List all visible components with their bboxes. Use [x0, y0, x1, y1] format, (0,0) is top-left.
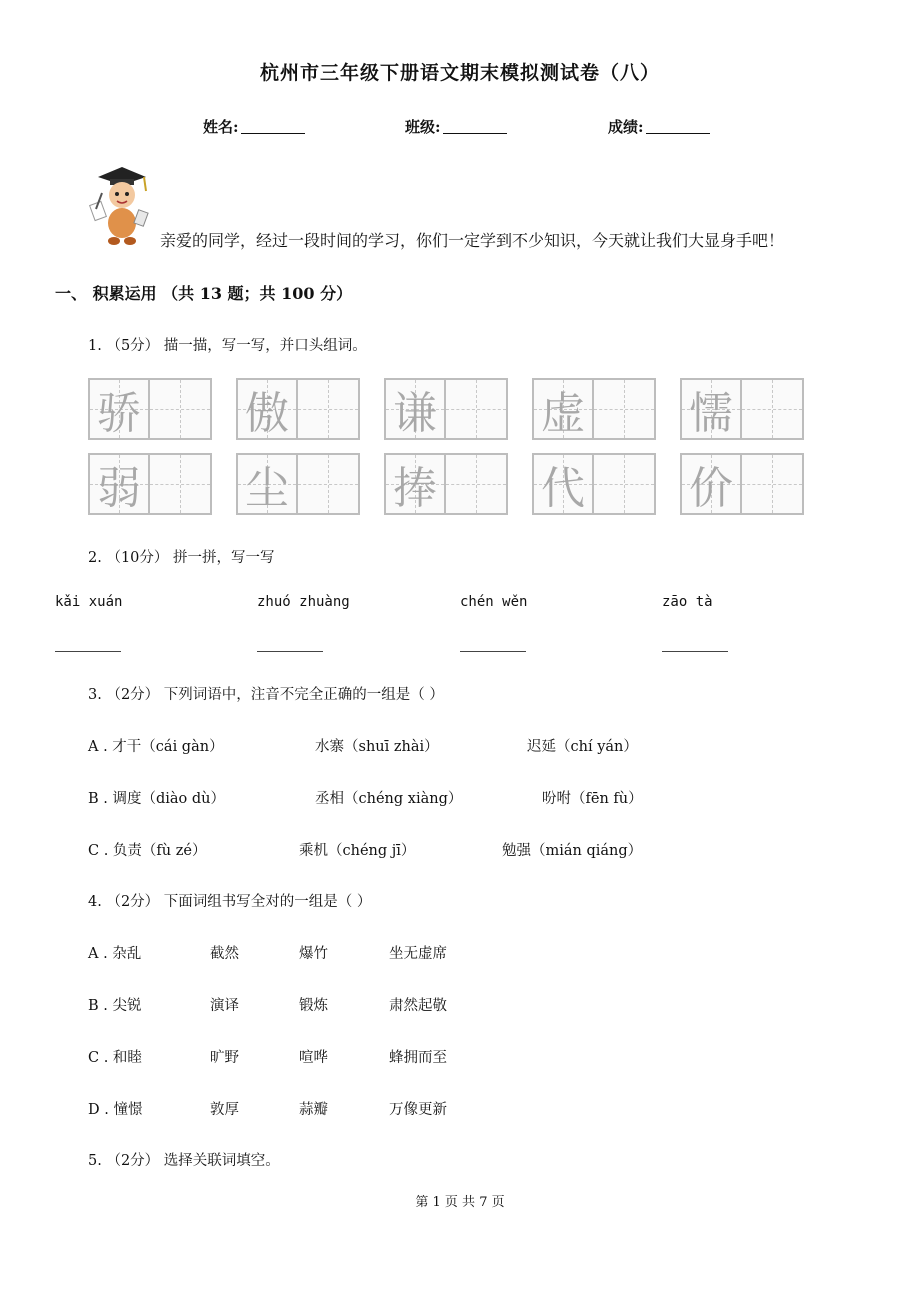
tracing-cell — [532, 453, 594, 515]
class-field[interactable] — [405, 116, 507, 137]
q4-option-d[interactable]: D . 憧憬 — [88, 1102, 143, 1118]
page-footer: 第 1 页 共 7 页 — [415, 1195, 505, 1210]
q4-option-a[interactable]: A . 杂乱 — [88, 946, 142, 962]
row1-group-1 — [88, 378, 212, 440]
name-blank[interactable] — [241, 120, 305, 134]
tracing-cell — [88, 378, 150, 440]
q4-option-word: 锻炼 — [299, 998, 328, 1014]
question-2: 2. （10分） 拼一拼，写一写 — [88, 550, 275, 566]
row2-group-4 — [532, 453, 656, 515]
q4-option-word: 肃然起敬 — [389, 998, 447, 1014]
row2-group-5 — [680, 453, 804, 515]
q4-option-word: 截然 — [210, 946, 239, 962]
writing-cell[interactable] — [446, 378, 508, 440]
tracing-character: 懦 — [689, 388, 733, 439]
q4-option-word: 蒜瓣 — [299, 1102, 328, 1118]
tracing-character: 代 — [541, 463, 585, 514]
class-blank[interactable] — [443, 120, 507, 134]
tracing-character: 尘 — [245, 463, 289, 514]
name-label: 姓名: — [203, 118, 239, 136]
score-blank[interactable] — [646, 120, 710, 134]
name-field[interactable] — [203, 116, 305, 137]
row1-group-5 — [680, 378, 804, 440]
q3-option-b-word3: 吩咐（fēn fù） — [542, 791, 643, 807]
greeting-text: 亲爱的同学，经过一段时间的学习，你们一定学到不少知识，今天就让我们大显身手吧！ — [160, 231, 785, 250]
tracing-cell — [88, 453, 150, 515]
tracing-cell — [384, 453, 446, 515]
student-mascot-icon — [88, 165, 150, 247]
q3-option-a-word3: 迟延（chí yán） — [527, 739, 638, 755]
writing-cell[interactable] — [742, 378, 804, 440]
writing-cell[interactable] — [150, 453, 212, 515]
q3-option-a-word2: 水寨（shuī zhài） — [315, 739, 439, 755]
writing-cell[interactable] — [298, 378, 360, 440]
tracing-character: 谦 — [393, 388, 437, 439]
pinyin-3: chén wěn — [460, 594, 528, 610]
tracing-character: 捧 — [393, 463, 437, 514]
writing-cell[interactable] — [150, 378, 212, 440]
q4-option-word: 旷野 — [210, 1050, 239, 1066]
row2-group-3 — [384, 453, 508, 515]
q4-option-c[interactable]: C . 和睦 — [88, 1050, 142, 1066]
writing-cell[interactable] — [594, 378, 656, 440]
row1-group-3 — [384, 378, 508, 440]
answer-blank-4[interactable] — [662, 651, 728, 652]
tracing-cell — [236, 453, 298, 515]
class-label: 班级: — [405, 118, 441, 136]
tracing-grid-row-2 — [88, 453, 828, 515]
q4-option-word: 坐无虚席 — [389, 946, 447, 962]
q3-option-c-word2: 乘机（chéng jī） — [299, 843, 416, 859]
writing-cell[interactable] — [446, 453, 508, 515]
pinyin-1: kǎi xuán — [55, 594, 123, 610]
row1-group-2 — [236, 378, 360, 440]
row2-group-1 — [88, 453, 212, 515]
question-5: 5. （2分） 选择关联词填空。 — [88, 1153, 280, 1169]
tracing-character: 虚 — [541, 388, 585, 439]
tracing-character: 傲 — [245, 388, 289, 439]
q4-option-word: 喧哗 — [299, 1050, 328, 1066]
pinyin-2: zhuó zhuàng — [257, 594, 350, 610]
tracing-character: 骄 — [97, 388, 141, 439]
question-4: 4. （2分） 下面词组书写全对的一组是（ ） — [88, 894, 372, 910]
pinyin-4: zāo tà — [662, 594, 713, 610]
tracing-cell — [384, 378, 446, 440]
q3-option-a[interactable]: A . 才干（cái gàn） — [88, 739, 224, 755]
question-3: 3. （2分） 下列词语中，注音不完全正确的一组是（ ） — [88, 687, 444, 703]
tracing-cell — [680, 378, 742, 440]
q3-option-c[interactable]: C . 负责（fù zé） — [88, 843, 207, 859]
writing-cell[interactable] — [298, 453, 360, 515]
row2-group-2 — [236, 453, 360, 515]
tracing-cell — [236, 378, 298, 440]
page-title: 杭州市三年级下册语文期末模拟测试卷（八） — [259, 62, 660, 84]
q3-option-c-word3: 勉强（mián qiáng） — [502, 843, 643, 859]
q3-option-b-word2: 丞相（chéng xiàng） — [315, 791, 463, 807]
q4-option-word: 蜂拥而至 — [389, 1050, 447, 1066]
row1-group-4 — [532, 378, 656, 440]
writing-cell[interactable] — [594, 453, 656, 515]
q4-option-b[interactable]: B . 尖锐 — [88, 998, 142, 1014]
q3-option-b[interactable]: B . 调度（diào dù） — [88, 791, 226, 807]
tracing-grid-row-1 — [88, 378, 828, 440]
answer-blank-1[interactable] — [55, 651, 121, 652]
tracing-character: 价 — [689, 463, 733, 514]
score-label: 成绩: — [608, 118, 644, 136]
q4-option-word: 敦厚 — [210, 1102, 239, 1118]
writing-cell[interactable] — [742, 453, 804, 515]
answer-blank-3[interactable] — [460, 651, 526, 652]
q4-option-word: 爆竹 — [299, 946, 328, 962]
q4-option-word: 演译 — [210, 998, 239, 1014]
q4-option-word: 万像更新 — [389, 1102, 447, 1118]
question-1: 1. （5分） 描一描，写一写，并口头组词。 — [88, 338, 367, 354]
tracing-cell — [680, 453, 742, 515]
tracing-character: 弱 — [97, 463, 141, 514]
section-heading: 一、 积累运用 （共 13 题；共 100 分） — [55, 284, 353, 303]
answer-blank-2[interactable] — [257, 651, 323, 652]
tracing-cell — [532, 378, 594, 440]
score-field[interactable] — [608, 116, 710, 137]
